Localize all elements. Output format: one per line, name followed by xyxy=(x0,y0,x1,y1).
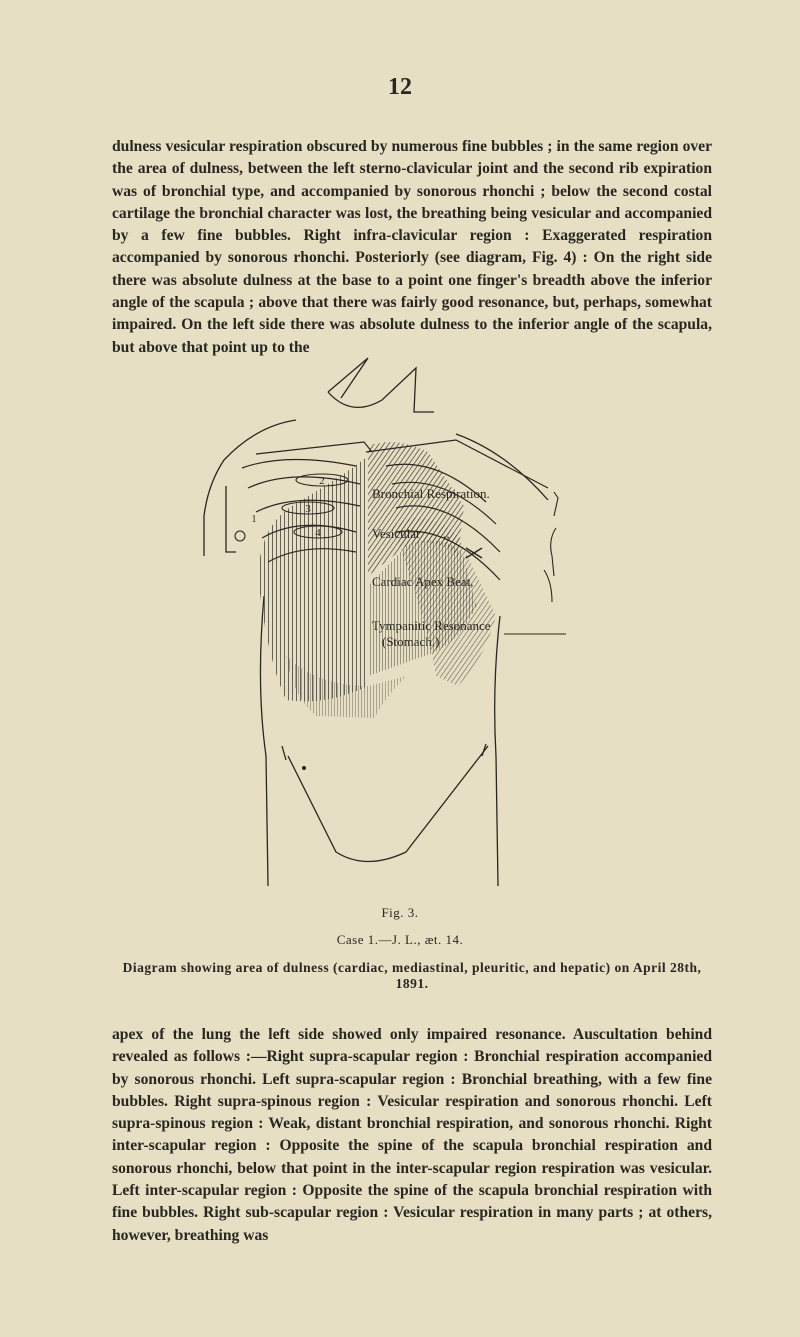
rib-number: 1 xyxy=(251,514,257,525)
abdomen-outline xyxy=(288,746,488,862)
figure-number: Fig. 3. xyxy=(381,905,419,920)
legend-tympanitic: Tympanitic Resonance xyxy=(372,618,491,633)
body-paragraph-top: dulness vesicular respiration obscured by numerous fine bubbles ; in the same region over the area of dulness, between the left sterno-clavicular joint and the second rib expiration was of bronchial type, and accompanied by sonorous rhonchi ; below the second costal cartilage the bronchial character was lost, the breathing being vesicular and accompanied by a few fine bubbles. Right infra-clavicular region : Exaggerated respiration accompanied by sonorous rhonchi. Posteriorly (see diagram, Fig. 4) : On the right side there was absolute dulness at the base to a point one finger's breadth above the inferior angle of the scapula ; above that there was fairly good resonance, but, perhaps, somewhat impaired. On the left side there was absolute dulness to the inferior angle of the scapula, but above that point up to the xyxy=(112,138,712,356)
dulness-right-lung xyxy=(258,456,368,701)
page-number: 12 xyxy=(388,74,412,100)
body-paragraph-bottom: apex of the lung the left side showed only impaired resonance. Auscultation behind revealed as follows :—Right supra-scapular region : Bronchial respiration accompanied by sonorous rhonchi. Left supra-scapular region : Bronchial breathing, with a few fine bubbles. Right supra-spinous region : Vesicular respiration and sonorous rhonchi. Left supra-spinous region : Weak, distant bronchial respiration, and sonorous rhonchi. Right inter-scapular region : Opposite the spine of the scapula bronchial respiration and sonorous rhonchi, below that point in the inter-scapular region respiration was vesicular. Left inter-scapular region : Opposite the spine of the scapula bronchial respiration with fine bubbles. Right sub-scapular region : Vesicular respiration in many parts ; at others, however, breathing was xyxy=(112,1026,712,1244)
legend-brackets xyxy=(504,492,566,634)
legend-cardiac: Cardiac Apex Beat, xyxy=(372,574,474,589)
legend-bronchial: Bronchial Respiration. xyxy=(372,486,490,501)
legend-vesicular: Vesicular ,, xyxy=(372,526,450,541)
neck-outline xyxy=(328,358,434,412)
rib-number: 2 xyxy=(319,475,325,487)
rib-number: 3 xyxy=(305,503,311,515)
chest-diagram-figure xyxy=(196,356,656,896)
legend-tympanitic-sub: (Stomach.) xyxy=(382,634,440,649)
umbilicus-mark xyxy=(302,766,306,770)
figure-caption: Diagram showing area of dulness (cardiac, mediastinal, pleuritic, and hepatic) on April 28th, 1891. xyxy=(122,960,702,991)
rib-number: 4 xyxy=(315,527,321,539)
figure-case: Case 1.—J. L., æt. 14. xyxy=(336,932,464,947)
